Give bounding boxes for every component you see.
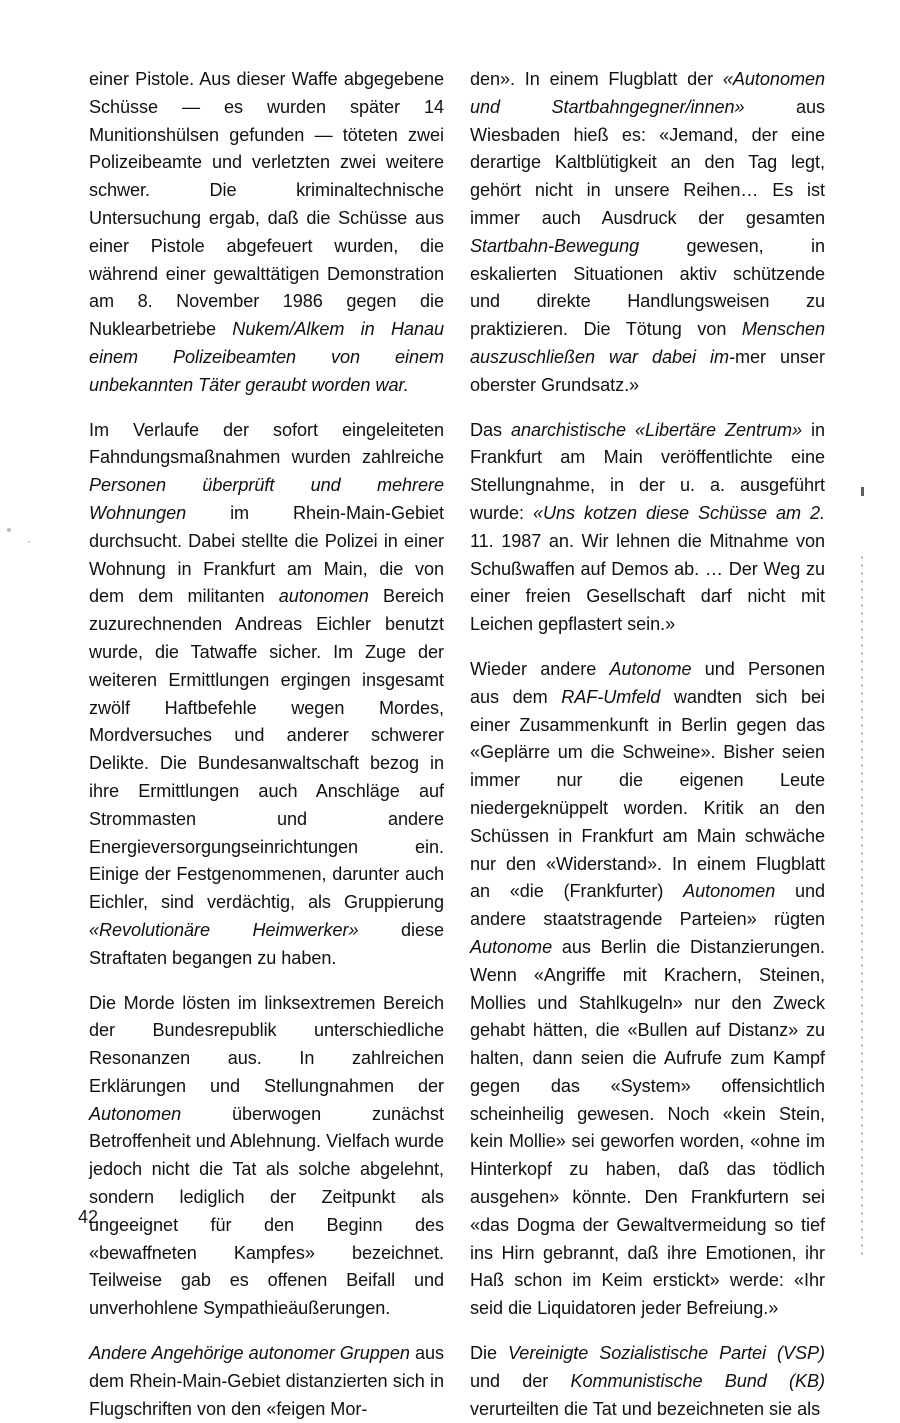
paragraph [470,66,825,400]
emphasis-run: Autonome [609,658,692,679]
emphasis-run: Autonomen [89,1103,182,1124]
text-run: aus dem Rhein-Main-Gebiet distanzierten sich in Flugschriften von den «feigen Mor- [89,1343,444,1419]
left-column [89,66,444,1423]
text-run: und der [470,1370,571,1391]
emphasis-run: Autonome [470,936,553,957]
emphasis-run: RAF-Umfeld [561,686,661,707]
emphasis-run: Autonomen [683,881,776,902]
scan-artifact-left-margin-speck-secondary [28,541,30,543]
text-run: Die Morde lösten im linksextremen Bereich der Bundesrepublik unterschiedliche Resonanzen aus. In zahlreichen Erklärungen und Stellungnahmen der [89,992,444,1096]
text-run: Wieder andere [470,658,610,679]
text-run: Bereich zuzurechnenden Andreas Eichler benutzt wurde, die Tatwaffe sicher. Im Zuge der weiteren Ermittlungen ergingen insgesamt zwölf Haftbefehle wegen Mordes, Mordversuches und anderer schwerer Delikte. Die Bundesanwaltschaft bezog in ihre Ermittlungen auch Anschläge auf Strommasten und andere Energieversorgungseinrichtungen ein. Einige der Festgenommenen, darunter auch Eichler, sind verdächtig, als Gruppierung [89,586,444,913]
page-number: 42 [78,1207,99,1227]
text-run: einer Pistole. Aus dieser Waffe abgegebene Schüsse — es wurden später 14 Munitionshülsen gefunden — töteten zwei Polizeibeamte und verletzten zwei weitere schwer. Die kriminaltechnische Untersuchung ergab, daß die Schüsse aus einer Pistole abgefeuert wurden, die während einer gewalttätigen Demonstration am 8. November 1986 gegen die Nuklearbetriebe [89,69,444,340]
text-run: wandten sich bei einer Zusammenkunft in Berlin gegen das «Geplärre um die Schweine». Bisher seien immer nur die eigenen Leute niedergeknüppelt worden. Kritik an den Schüssen in Frankfurt am Main schwäche nur den «Widerstand». In einem Flugblatt an «die (Frankfurter) [470,686,825,902]
emphasis-run: autonomer [248,1343,335,1364]
text-run: in Frankfurt am Main veröffentlichte eine Stellungnahme, in der u. a. ausgeführt wurde: [470,419,825,523]
scan-artifact-left-margin-speck [7,528,11,532]
text-run: mer unser oberster Grundsatz.» [470,346,825,395]
emphasis-run: «Uns kotzen diese Schüsse am 2. [532,502,825,523]
paragraph [89,990,444,1324]
emphasis-run: «Revolutionäre Heimwerker» [89,919,359,940]
text-run: diese Straftaten begangen zu haben. [89,919,444,968]
paragraph [89,1340,444,1423]
scan-artifact-mark [861,487,864,496]
emphasis-run: Andere Angehörige [89,1343,249,1364]
emphasis-run: anarchistische «Libertäre Zentrum» [511,419,802,440]
paragraph [89,66,444,400]
text-run: und andere staatstragende Parteien» rügten [470,881,825,930]
paragraph [470,417,825,639]
emphasis-run: Menschen auszuschließen war dabei im- [470,319,825,367]
scan-artifact-right-margin-line [861,556,863,1256]
emphasis-run: Vereinigte Sozialistische Partei (VSP) [507,1343,825,1364]
text-run: aus Wiesbaden hieß es: «Jemand, der eine derartige Kaltblütigkeit an den Tag legt, gehört nicht in unsere Reihen… Es ist immer auch Ausdruck der gesamten [470,96,825,228]
text-run: und Personen aus dem [470,658,825,707]
text-run: gewesen, in eskalierten Situationen aktiv schützende und direkte Handlungsweisen zu praktizieren. Die Tötung von [470,235,825,340]
text-run: 11. 1987 an. Wir lehnen die Mitnahme von Schußwaffen auf Demos ab. … Der Weg zu einer freien Gesellschaft darf nicht mit Leichen gepflastert sein.» [470,530,825,635]
emphasis-run: Gruppen [334,1343,410,1364]
text-columns [89,66,826,1423]
emphasis-run: autonomen [278,586,369,607]
text-run: verurteilten die Tat und bezeichneten sie als [470,1398,821,1419]
text-run: Im Verlaufe der sofort eingeleiteten Fahndungsmaßnahmen wurden zahlreiche [89,419,444,468]
paragraph [470,656,825,1323]
paragraph [89,417,444,973]
paragraph [470,1340,825,1423]
text-run: Die [470,1343,508,1364]
text-run: Das [470,419,512,440]
emphasis-run: Kommunistische Bund (KB) [570,1370,825,1391]
emphasis-run: Startbahn-Bewegung [470,235,640,256]
text-run: aus Berlin die Distanzierungen. Wenn «Angriffe mit Krachern, Steinen, Mollies und Stahlkugeln» nur den Zweck gehabt hätten, die «Bullen auf Distanz» zu halten, dann seien die Aufrufe zum Kampf gegen das «System» offensichtlich scheinheilig gewesen. Noch «kein Stein, kein Mollie» sei geworfen worden, «ohne im Hinterkopf zu haben, daß das tödlich ausgehen» könnte. Den Frankfurtern sei «das Dogma der Gewaltvermeidung so tief ins Hirn gebrannt, daß ihre Emotionen, ihr Haß schon im Keim erstickt» werde: «Ihr seid die Liquidatoren jeder Befreiung.» [470,936,825,1319]
emphasis-run: Personen überprüft und mehrere Wohnungen [89,475,444,523]
right-column [470,66,825,1423]
emphasis-run: Nukem/Alkem in Hanau einem Polizeibeamten von einem unbekannten Täter geraubt worden war. [89,319,445,395]
text-run: im Rhein-Main-Gebiet durchsucht. Dabei stellte die Polizei in einer Wohnung in Frankfurt am Main, die von dem dem militanten [89,502,444,607]
emphasis-run: «Autonomen und Startbahngegner/innen» [470,69,825,117]
text-run: überwogen zunächst Betroffenheit und Ablehnung. Vielfach wurde jedoch nicht die Tat als solche abgelehnt, sondern lediglich der Zeitpunkt als ungeeignet für den Beginn des «bewaffneten Kampfes» bezeichnet. Teilweise gab es offenen Beifall und unverhohlene Sympathieäußerungen. [89,1103,444,1319]
text-run: den». In einem Flugblatt der [470,69,723,89]
